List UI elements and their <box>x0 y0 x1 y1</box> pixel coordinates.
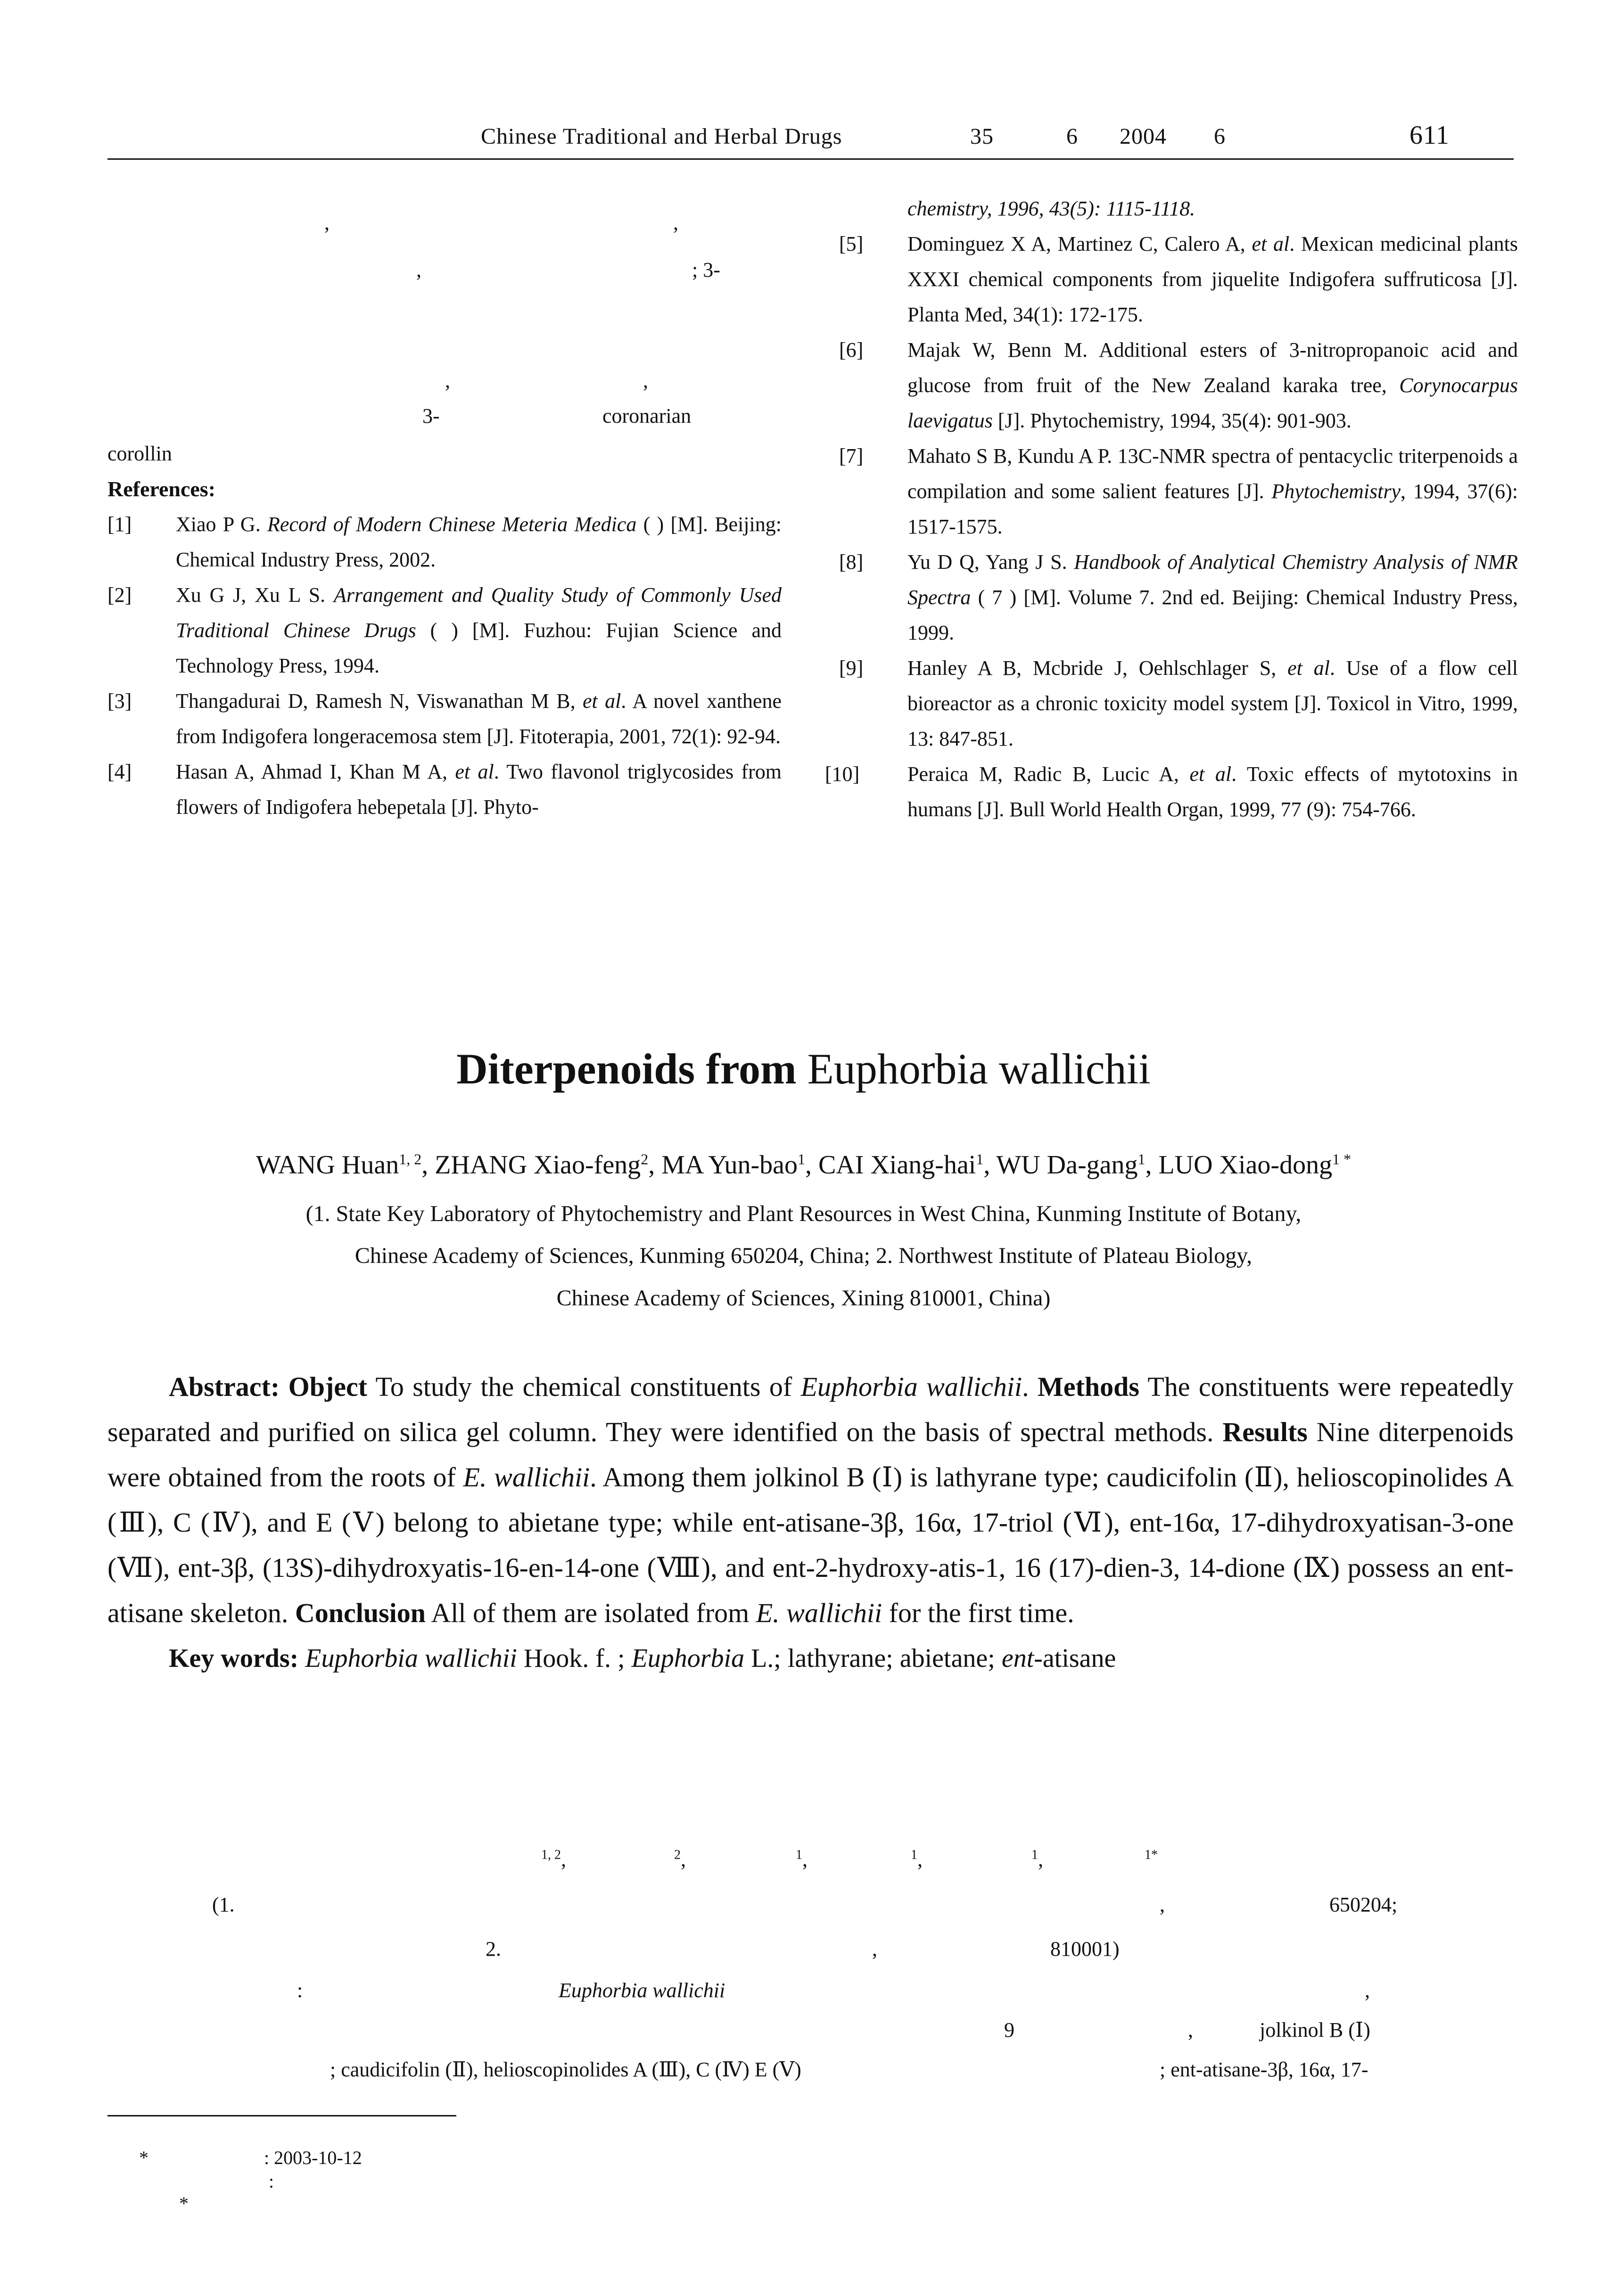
object-label: Object <box>288 1371 368 1402</box>
reference-italic: et al <box>1287 656 1330 680</box>
footnote-line: : <box>269 2171 274 2192</box>
reference-italic: et al <box>1189 763 1232 786</box>
compound-fragment: 3- <box>422 404 440 427</box>
keyword-text: -atisane <box>1034 1644 1116 1673</box>
volume-number: 35 <box>970 124 994 149</box>
cn-count: 9 <box>1004 2018 1014 2042</box>
reference-item <box>839 438 1518 544</box>
author-name: WU Da-gang <box>996 1150 1138 1180</box>
methods-text: The constituents were repeatedly separated and purified on silica gel column. They were identified on the basis of spectral methods. <box>107 1371 1514 1447</box>
keyword-italic: ent <box>1001 1644 1034 1673</box>
species-name: Euphorbia wallichii <box>559 1979 725 2002</box>
punct: , <box>1188 2018 1193 2042</box>
reference-italic: Corynocarpus laevigatus <box>907 374 1518 432</box>
keyword-italic: Euphorbia <box>631 1644 745 1673</box>
compound-list: ; caudicifolin (Ⅱ), helioscopinolides A (Ⅲ), C (Ⅳ) E (Ⅴ) <box>330 2058 801 2081</box>
reference-text: [J]. Phytochemistry, 1994, 35(4): 901-903. <box>992 409 1352 432</box>
cn-author-mark: $^{1, 2}$, <box>541 1847 566 1871</box>
reference-text: ( 7 ) [M]. Volume 7. 2nd ed. Beijing: Chemical Industry Press, 1999. <box>907 586 1518 644</box>
species-name: E. wallichii <box>756 1598 882 1628</box>
author-affiliation-mark: 1, 2 <box>541 1847 561 1862</box>
author-affiliation-mark: 1 <box>976 1150 984 1168</box>
article-title <box>0 1044 1607 1094</box>
reference-text: . Toxic effects of mytotoxins in humans [J]. Bull World Health Organ, 1999, 77 (9): 754-766. <box>907 763 1518 821</box>
punct: ; 3- <box>692 258 720 281</box>
conclusion-text: for the first time. <box>889 1598 1074 1628</box>
received-date: : 2003-10-12 <box>264 2147 362 2168</box>
reference-text: ( ) [M]. Fuzhou: Fujian Science and Technology Press, 1994. <box>176 619 782 677</box>
reference-number: [9] <box>839 656 864 680</box>
keyword-text: Hook. f. ; <box>517 1644 632 1673</box>
reference-text: Hasan A, Ahmad I, Khan M A, <box>176 760 455 783</box>
cn-author-mark <box>1145 1847 1158 1871</box>
reference-item <box>107 507 782 577</box>
author-affiliation-mark: 2 <box>641 1150 649 1168</box>
reference-number: [5] <box>839 232 864 255</box>
footnote-rule <box>107 2115 456 2116</box>
author-affiliation-mark: 1 <box>1031 1847 1038 1862</box>
author-name: LUO Xiao-dong <box>1158 1150 1333 1180</box>
conclusion-text: All of them are isolated from <box>431 1598 750 1628</box>
reference-text: Mahato S B, Kundu A P. 13C-NMR spectra of pentacyclic triterpenoids a compilation and some salient features [J]. <box>907 444 1518 503</box>
keyword-italic: Euphorbia wallichii <box>305 1644 517 1673</box>
author-affiliation-mark: 2 <box>674 1847 681 1862</box>
reference-text: Yu D Q, Yang J S. <box>907 550 1074 574</box>
affiliation-line: Chinese Academy of Sciences, Xining 810001, China) <box>556 1286 1051 1311</box>
references-heading: References: <box>107 477 216 501</box>
reference-item <box>839 544 1518 650</box>
reference-item <box>825 756 1518 827</box>
cn-postal-code: 810001) <box>1050 1937 1120 1960</box>
month: 6 <box>1214 124 1226 149</box>
reference-italic: et al <box>1252 232 1290 255</box>
author-list: WANG Huan$^{1, 2}$, ZHANG Xiao-feng$^2$, MA Yun-bao$^1$, CAI Xiang-hai$^1$, WU Da-gang$^1$, LUO Xiao-dong$^{1 *}$ <box>255 1150 1352 1180</box>
abstract: Abstract: Object To study the chemical constituents of Euphorbia wallichii. Methods The constituents were repeatedly separated and purified on silica gel column. They were identified on the basis of spectral methods. Results Nine diterpenoids were obtained from the roots of E. wallichii. Among them jolkinol B (Ⅰ) is lathyrane type; caudicifolin (Ⅱ), helioscopinolides A (Ⅲ), C (Ⅳ), and E (Ⅴ) belong to abietane type; while ent-atisane-3β, 16α, 17-triol (Ⅵ), ent-16α, 17-dihydroxyatisan-3-one (Ⅶ), ent-3β, (13S)-dihydroxyatis-16-en-14-one (Ⅷ), and ent-2-hydroxy-atis-1, 16 (17)-dien-3, 14-dione (Ⅸ) possess an ent-atisane skeleton. Conclusion All of them are isolated from E. wallichii for the first time. Key words: Euphorbia wallichii Hook. f. ; Euphorbia L.; lathyrane; abietane; ent-atisane <box>107 1364 1514 1681</box>
reference-text: . Two flavonol triglycosides from flowers of Indigofera hebepetala [J]. Phyto- <box>176 760 782 819</box>
reference-number: [8] <box>839 550 864 574</box>
reference-item <box>107 754 782 825</box>
keywords <box>107 1636 1514 1681</box>
reference-text: Majak W, Benn M. Additional esters of 3-nitropropanoic acid and glucose from fruit of the New Zealand karaka tree, <box>907 338 1518 397</box>
compound-list: ; ent-atisane-3β, 16α, 17- <box>1160 2058 1368 2081</box>
reference-text: Xu G J, Xu L S. <box>176 583 334 607</box>
reference-number: [4] <box>107 760 132 783</box>
reference-italic: et al <box>583 689 621 713</box>
reference-item <box>107 683 782 754</box>
punct: , <box>1365 1979 1370 2002</box>
reference-text: ( ) [M]. Beijing: Chemical Industry Press, 2002. <box>176 513 782 571</box>
author-affiliation-mark: 1, 2 <box>399 1150 422 1168</box>
affiliation-line: Chinese Academy of Sciences, Kunming 650204, China; 2. Northwest Institute of Plateau Biology, <box>354 1243 1253 1268</box>
methods-label: Methods <box>1038 1371 1139 1402</box>
cn-author-mark: $^1$, <box>796 1847 808 1871</box>
cn-postal-code: 650204; <box>1329 1893 1398 1916</box>
cn-abstract-colon: : <box>297 1979 303 2002</box>
keyword-text: L.; lathyrane; abietane; <box>744 1644 1002 1673</box>
corresponding-mark: * <box>179 2193 189 2214</box>
reference-text: Thangadurai D, Ramesh N, Viswanathan M B, <box>176 689 583 713</box>
author-affiliation-mark: 1 * <box>1332 1150 1352 1168</box>
reference-text: Hanley A B, Mcbride J, Oehlschlager S, <box>907 656 1288 680</box>
header-rule <box>107 158 1514 160</box>
reference-italic: Handbook of Analytical Chemistry Analysis of NMR Spectra <box>907 550 1518 609</box>
author-name: MA Yun-bao <box>661 1150 798 1180</box>
right-column <box>825 191 1518 827</box>
object-text: To study the chemical constituents of <box>375 1371 792 1402</box>
title-bold: Diterpenoids from <box>456 1045 797 1093</box>
punct: , <box>1160 1893 1165 1916</box>
year: 2004 <box>1120 124 1167 149</box>
cjk-line <box>107 363 782 398</box>
punct: , <box>416 258 421 281</box>
author-affiliation-mark: 1 <box>1137 1150 1146 1168</box>
reference-text: Peraica M, Radic B, Lucic A, <box>907 763 1190 786</box>
issue-number: 6 <box>1066 124 1078 149</box>
cn-author-mark: $^2$, <box>674 1847 686 1871</box>
reference-text: . A novel xanthene from Indigofera longeracemosa stem [J]. Fitoterapia, 2001, 72(1): 92-94. <box>176 689 782 748</box>
conclusion-label: Conclusion <box>295 1598 426 1628</box>
author-affiliation-mark: 1 <box>796 1847 802 1862</box>
journal-name: Chinese Traditional and Herbal Drugs <box>481 124 842 149</box>
reference-number: [3] <box>107 689 132 713</box>
reference-italic: Phytochemistry <box>1271 480 1401 503</box>
results-text: Nine diterpenoids were obtained from the roots of <box>107 1417 1514 1492</box>
reference-text: Dominguez X A, Martinez C, Calero A, <box>907 232 1252 255</box>
results-text: . Among them jolkinol B (Ⅰ) is lathyrane type; caudicifolin (Ⅱ), helioscopinolides A (Ⅲ), C (Ⅳ), and E (Ⅴ) belong to abietane type; while ent-atisane-3β, 16α, 17-triol (Ⅵ), ent-16α, 17-dihydroxyatisan-3-one (Ⅶ), ent-3β, (13S)-dihydroxyatis-16-en-14-one (Ⅷ), and ent-2-hydroxy-atis-1, 16 (17)-dien-3, 14-dione (Ⅸ) possess an ent-atisane skeleton. <box>107 1462 1514 1628</box>
reference-number: [7] <box>839 444 864 467</box>
author-affiliation-mark: 1* <box>1145 1847 1158 1862</box>
cjk-line <box>107 398 782 434</box>
compound-name: jolkinol B (Ⅰ) <box>1260 2018 1370 2042</box>
cjk-line <box>107 205 782 240</box>
author-affiliation-mark: 1 <box>798 1150 805 1168</box>
punct: , <box>643 369 648 392</box>
punct: , <box>445 369 450 392</box>
reference-number: [2] <box>107 583 132 607</box>
punct: , <box>673 211 678 234</box>
title-species: Euphorbia wallichii <box>807 1045 1151 1093</box>
punct: , <box>872 1937 877 1960</box>
reference-item <box>839 650 1518 756</box>
reference-italic: et al <box>455 760 494 783</box>
reference-text: . Mexican medicinal plants XXXI chemical components from jiquelite Indigofera suffruticosa [J]. Planta Med, 34(1): 172-175. <box>907 232 1518 326</box>
author-affiliation-mark: 1 <box>911 1847 917 1862</box>
page-number: 611 <box>1409 121 1450 150</box>
reference-number: [6] <box>839 338 864 361</box>
abstract-label: Abstract: <box>169 1371 280 1402</box>
reference-item <box>839 226 1518 332</box>
cn-affiliation-start: (1. <box>212 1893 235 1916</box>
species-name: E. wallichii <box>463 1462 590 1492</box>
reference-number: [10] <box>825 763 860 786</box>
author-name: CAI Xiang-hai <box>818 1150 976 1180</box>
reference-item <box>839 332 1518 438</box>
keywords-label: Key words: <box>169 1644 299 1673</box>
left-column <box>107 191 782 825</box>
reference-text: , 1994, 37(6): 1517-1575. <box>907 480 1518 538</box>
reference-text: . Use of a flow cell bioreactor as a chronic toxicity model system [J]. Toxicol in Vitro, 1999, 13: 847-851. <box>907 656 1518 750</box>
reference-italic: Record of Modern Chinese Meteria Medica <box>267 513 637 536</box>
footnote-mark: * <box>139 2147 148 2168</box>
compound-name: coronarian <box>602 404 692 427</box>
cn-affiliation-start: 2. <box>486 1937 501 1960</box>
cjk-line <box>107 252 782 287</box>
cn-author-mark: $^1$, <box>911 1847 923 1871</box>
reference-item <box>107 577 782 683</box>
punct: , <box>324 211 330 234</box>
species-name: Euphorbia wallichii <box>800 1371 1022 1402</box>
reference-continuation <box>839 191 1518 226</box>
results-label: Results <box>1222 1417 1308 1447</box>
author-name: ZHANG Xiao-feng <box>435 1150 641 1180</box>
cn-author-mark: $^1$, <box>1031 1847 1043 1871</box>
compound-name: corollin <box>107 442 172 465</box>
cjk-line <box>107 436 782 471</box>
reference-text: chemistry, 1996, 43(5): 1115-1118. <box>907 197 1195 220</box>
reference-text: Xiao P G. <box>176 513 267 536</box>
reference-italic: Arrangement and Quality Study of Commonly Used Traditional Chinese Drugs <box>176 583 782 642</box>
reference-number: [1] <box>107 513 132 536</box>
affiliation-line: (1. State Key Laboratory of Phytochemistry and Plant Resources in West China, Kunming Institute of Botany, <box>305 1201 1302 1226</box>
author-name: WANG Huan <box>255 1150 399 1180</box>
